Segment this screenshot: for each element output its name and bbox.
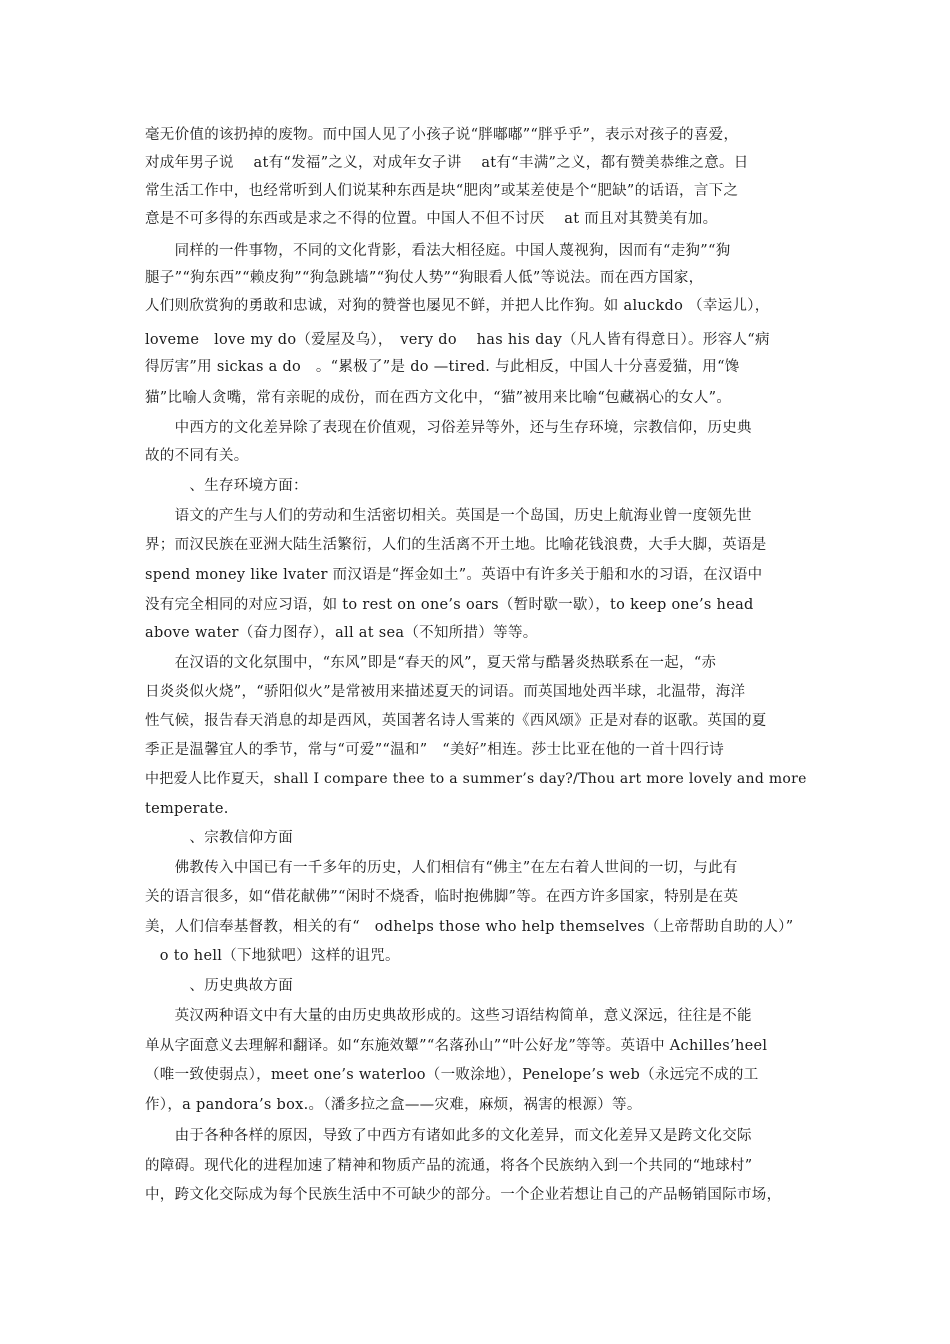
text-line: 英汉两种语文中有大量的由历史典故形成的。这些习语结构简单，意义深远，往往是不能 [145, 1008, 752, 1024]
text-line: 对成年男子说 at有“发福”之义，对成年女子讲 at有“丰满”之义，都有赞美恭维之意。日 [145, 155, 749, 171]
section-heading: 、生存环境方面： [145, 478, 308, 494]
text-line: 中，跨文化交际成为每个民族生活中不可缺少的部分。一个企业若想让自己的产品畅销国际市场， [145, 1187, 782, 1203]
section-heading: 、宗教信仰方面 [145, 830, 293, 846]
text-line: 佛教传入中国已有一千多年的历史，人们相信有“佛主”在左右着人世间的一切，与此有 [145, 860, 738, 876]
text-line: loveme love my do（爱屋及乌）， very do has his day（凡人皆有得意日）。形容人“病 [145, 332, 770, 348]
text-line: 由于各种各样的原因，导致了中西方有诸如此多的文化差异，而文化差异又是跨文化交际 [145, 1128, 752, 1144]
text-line: spend money like lvater 而汉语是“挥金如土”。英语中有许多关于船和水的习语，在汉语中 [145, 567, 763, 583]
text-line: 意是不可多得的东西或是求之不得的位置。中国人不但不讨厌 at 而且对其赞美有加。 [145, 211, 718, 227]
text-line: 在汉语的文化氛围中，“东风”即是“春天的风”，夏天常与酷暑炎热联系在一起，“赤 [145, 655, 717, 671]
text-line: 猫”比喻人贪嘴，常有亲昵的成份，而在西方文化中，“猫”被用来比喻“包藏祸心的女人”。 [145, 390, 732, 406]
text-line: （唯一致使弱点），meet one’s waterloo（一败涂地），Penelope’s web（永远完不成的工 [145, 1067, 759, 1083]
text-line: 作），a pandora’s box.。（潘多拉之盒——灾难，麻烦，祸害的根源）等。 [145, 1097, 642, 1113]
text-line: 日炎炎似火烧”，“骄阳似火”是常被用来描述夏天的词语。而英国地处西半球，北温带，海洋 [145, 684, 746, 700]
text-line: 界；而汉民族在亚洲大陆生活繁衍，人们的生活离不开土地。比喻花钱浪费，大手大脚，英语是 [145, 537, 767, 553]
text-line: 美，人们信奉基督教，相关的有“ odhelps those who help themselves（上帝帮助自助的人）” [145, 919, 794, 935]
text-line: temperate. [145, 801, 229, 817]
text-line: 中把爱人比作夏天，shall I compare thee to a summer’s day?/Thou art more lovely and more [145, 771, 807, 787]
text-line: 故的不同有关。 [145, 448, 249, 464]
text-line: 没有完全相同的对应习语，如 to rest on one’s oars（暂时歇一歇），to keep one’s head [145, 597, 754, 613]
text-line: above water（奋力图存），all at sea（不知所措）等等。 [145, 625, 538, 641]
text-line: 常生活工作中，也经常听到人们说某种东西是块“肥肉”或某差使是个“肥缺”的话语，言下之 [145, 183, 739, 199]
text-line: 中西方的文化差异除了表现在价值观，习俗差异等外，还与生存环境，宗教信仰，历史典 [145, 420, 752, 436]
text-line: 同样的一件事物，不同的文化背影，看法大相径庭。中国人蔑视狗，因而有“走狗”“狗 [145, 243, 731, 259]
text-line: 的障碍。现代化的进程加速了精神和物质产品的流通，将各个民族纳入到一个共同的“地球村” [145, 1158, 753, 1174]
text-line: 毫无价值的该扔掉的废物。而中国人见了小孩子说“胖嘟嘟”“胖乎乎”，表示对孩子的喜爱， [145, 127, 739, 143]
text-line: 得厉害”用 sickas a do 。“累极了”是 do —tired. 与此相反，中国人十分喜爱猫，用“馋 [145, 359, 740, 375]
text-line: o to hell（下地狱吧）这样的诅咒。 [145, 948, 400, 964]
section-heading: 、历史典故方面 [145, 978, 293, 994]
text-line: 语文的产生与人们的劳动和生活密切相关。英国是一个岛国，历史上航海业曾一度领先世 [145, 508, 752, 524]
text-line: 性气候，报告春天消息的却是西风，英国著名诗人雪莱的《西风颂》正是对春的讴歌。英国的夏 [145, 713, 767, 729]
text-line: 腿子”“狗东西”“赖皮狗”“狗急跳墙”“狗仗人势”“狗眼看人低”等说法。而在西方国家， [145, 270, 704, 286]
text-line: 关的语言很多，如“借花献佛”“闲时不烧香，临时抱佛脚”等。在西方许多国家，特别是在英 [145, 889, 739, 905]
text-line: 人们则欣赏狗的勇敢和忠诚，对狗的赞誉也屡见不鲜，并把人比作狗。如 aluckdo （幸运儿）， [145, 298, 770, 314]
text-line: 季正是温馨宜人的季节，常与“可爱”“温和” “美好”相连。莎士比亚在他的一首十四行诗 [145, 742, 725, 758]
text-line: 单从字面意义去理解和翻译。如“东施效颦”“名落孙山”“叶公好龙”等等。英语中 Achilles’heel [145, 1038, 768, 1054]
